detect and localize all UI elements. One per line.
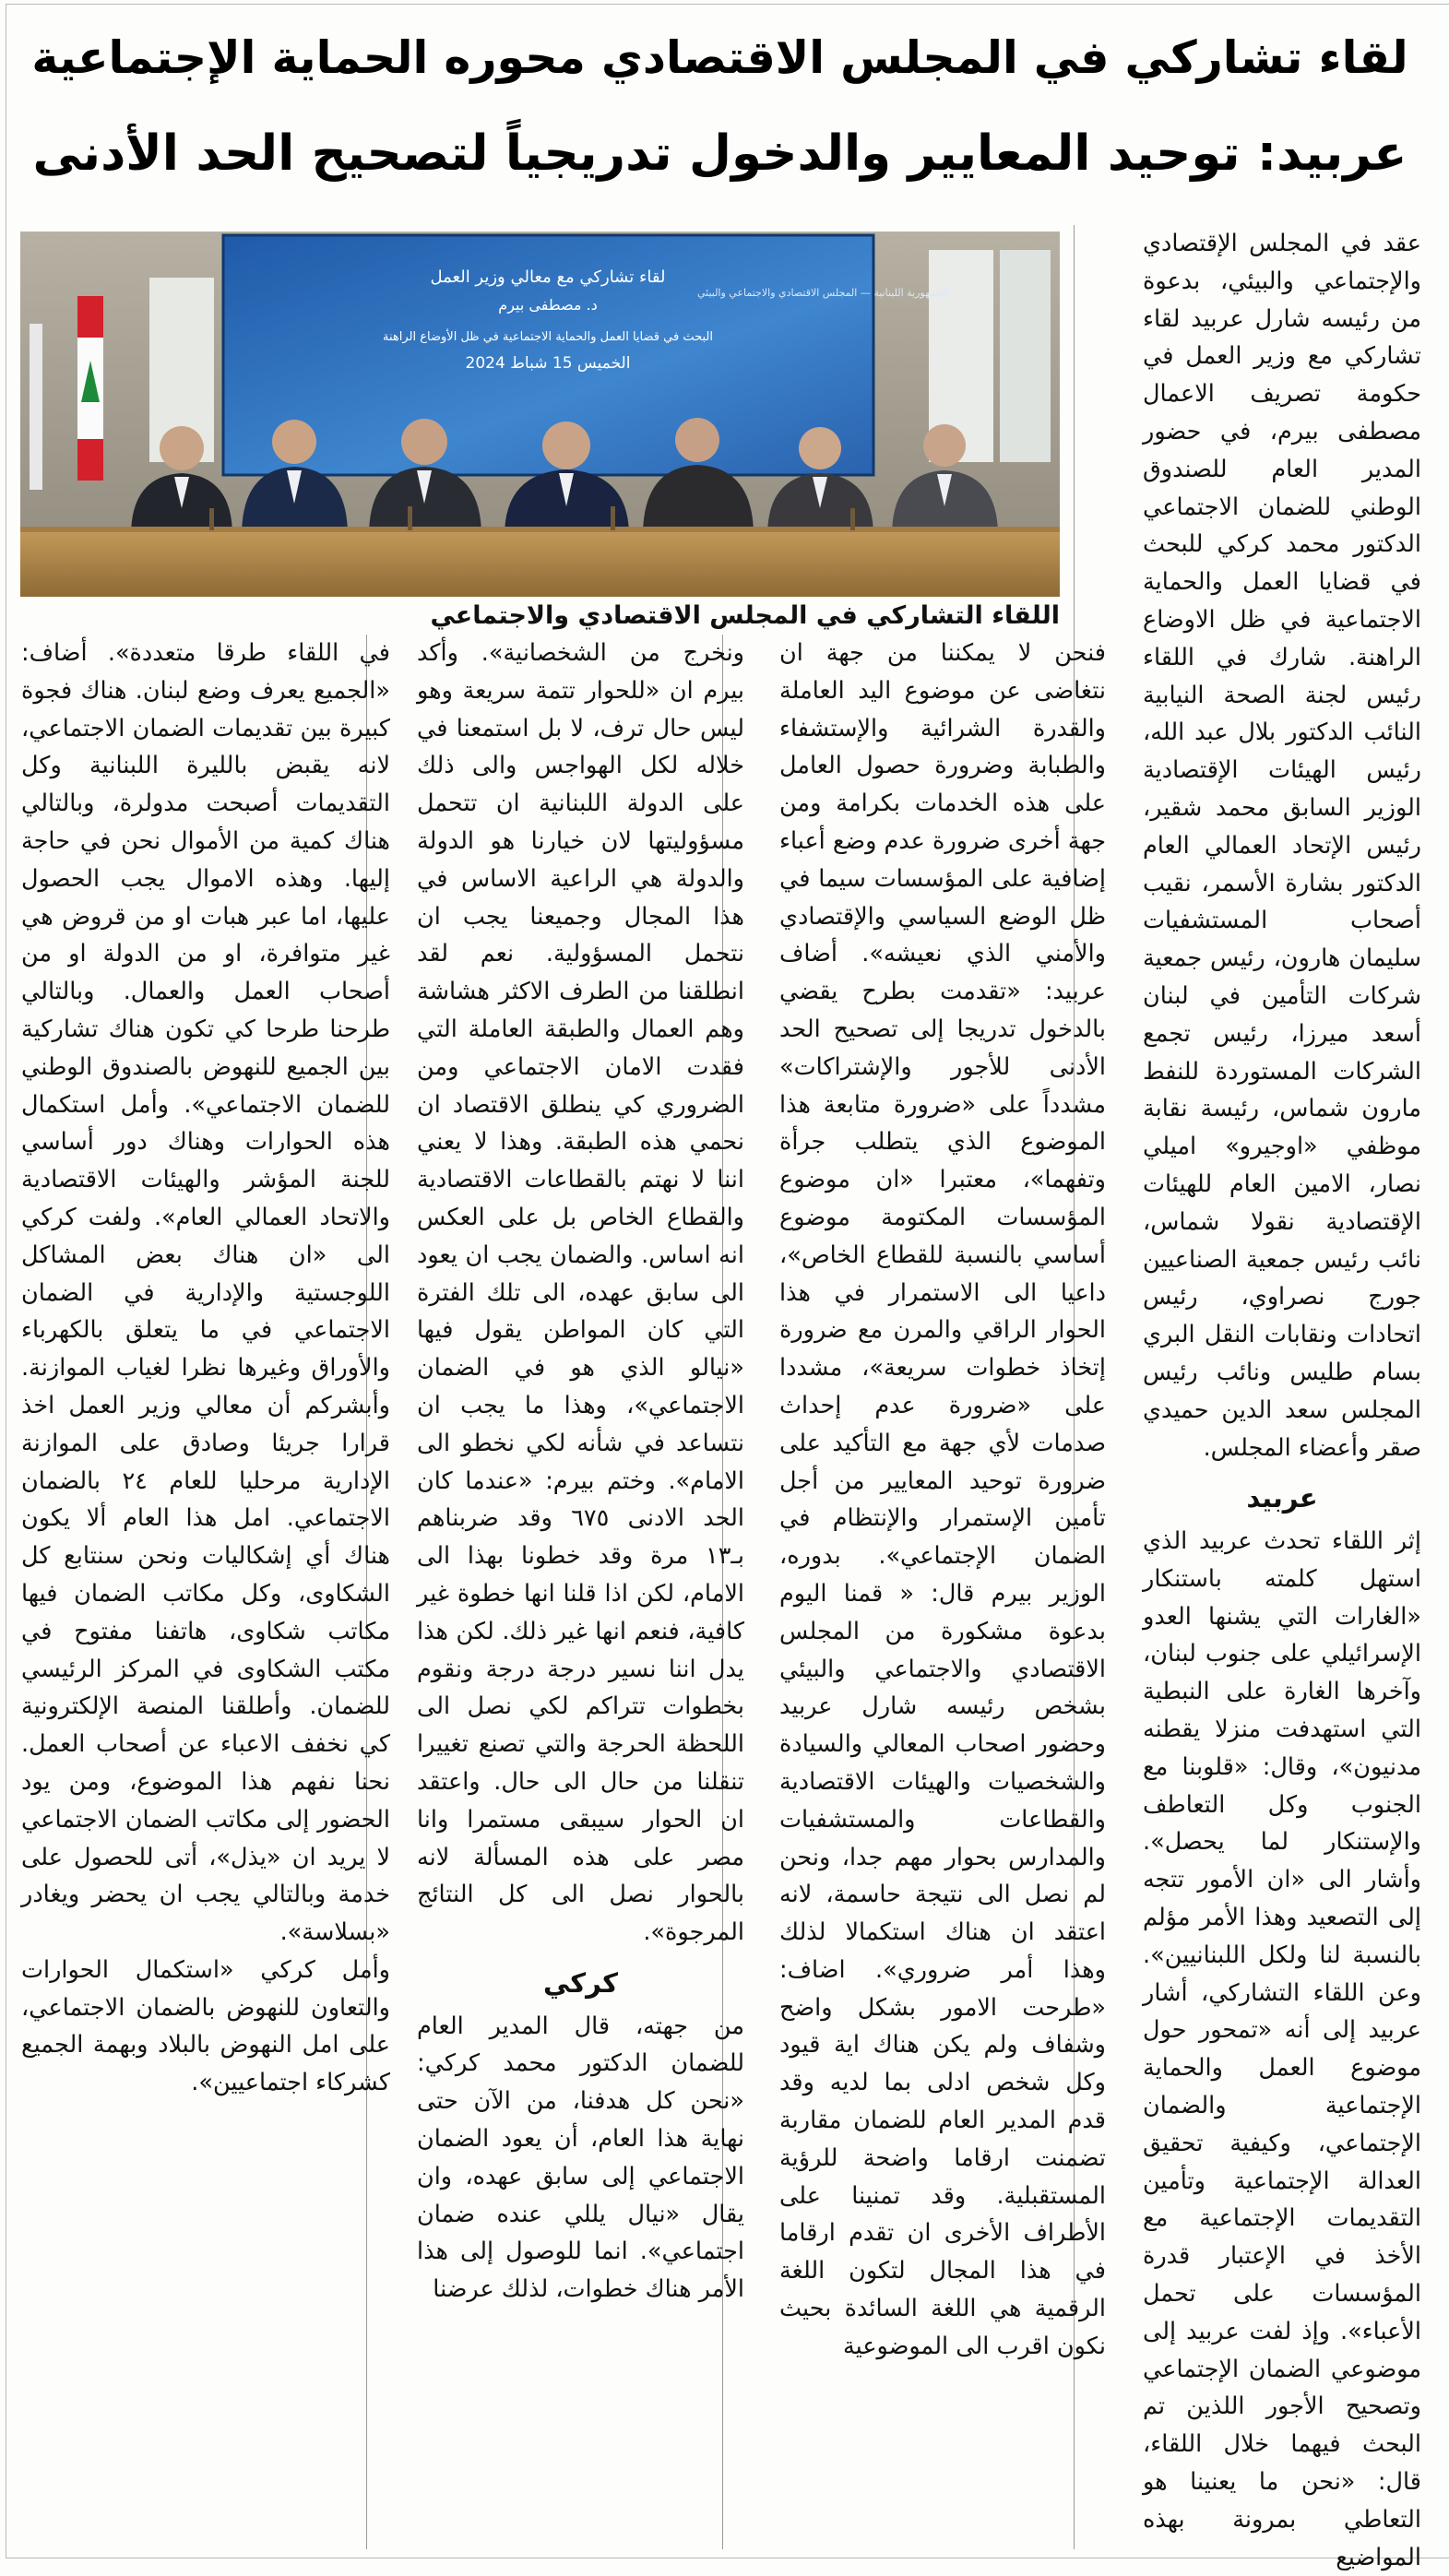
photo-caption: اللقاء التشاركي في المجلس الاقتصادي والاجتماعي [430,601,1060,630]
column-1-paragraph-2: إثر اللقاء تحدث عربيد الذي استهل كلمته باستنكار «الغارات التي يشنها العدو الإسرائيلي على جنوب لبنان، وآخرها الغارة على النبطية التي استهدفت منزلا يقطنه مدنيون»، وقال: «قلوبنا مع الجنوب وكل التعاطف والإستنكار لما يحصل». وأشار الى «ان الأمور تتجه إلى التصعيد وهذا الأمر مؤلم بالنسبة لنا ولكل اللبنانيين». وعن اللقاء التشاركي، أشار عربيد إلى أنه «تمحور حول موضوع العمل والحماية الإجتماعية والضمان الإجتماعي، وكيفية تحقيق العدالة الإجتماعية وتأمين التقديمات الإجتماعية مع الأخذ في الإعتبار قدرة المؤسسات على تحمل الأعباء». وإذ لفت عربيد إلى موضوعي الضمان الإجتماعي وتصحيح الأجور اللذين تم البحث فيهما خلال اللقاء، قال: «نحن ما يعنينا هو التعاطي بمرونة بهذه المواضيع [1143,1527,1421,2571]
column-3-paragraph-1: ونخرج من الشخصانية». وأكد بيرم ان «للحوار تتمة سريعة وهو ليس حال ترف، لا بل استمعنا في خلاله لكل الهواجس والى ذلك على الدولة اللبنانية ان تتحمل مسؤوليتها لان خيارنا هو الدولة والدولة هي الراعية الاساس في هذا المجال وجميعنا يجب ان نتحمل المسؤولية. نعم لقد انطلقنا من الطرف الاكثر هشاشة وهم العمال والطبقة العاملة التي فقدت الامان الاجتماعي ومن الضروري كي ينطلق الاقتصاد ان نحمي هذه الطبقة. وهذا لا يعني اننا لا نهتم بالقطاعات الاقتصادية والقطاع الخاص بل على العكس انه اساس. والضمان يجب ان يعود الى سابق عهده، الى تلك الفترة التي كان المواطن يقول فيها «نيالو الذي هو في الضمان الاجتماعي»، وهذا ما يجب ان نتساعد في شأنه لكي نخطو الى الامام». وختم بيرم: «عندما كان الحد الادنى ٦٧٥ وقد ضربناهم بـ١٣ مرة وقد خطونا بهذا الى الامام، لكن اذا قلنا انها خطوة غير كافية، فنعم انها غير ذلك. لكن هذا يدل اننا نسير درجة درجة ونقوم بخطوات تتراكم لكي نصل الى اللحظة الحرجة والتي تصنع تغييرا تنقلنا من حال الى حال. واعتقد ان الحوار سيبقى مستمرا وانا مصر على هذه المسألة لانه بالحوار نصل الى كل النتائج المرجوة». [417,639,744,1947]
column-3-paragraph-2: من جهته، قال المدير العام للضمان الدكتور محمد كركي: «نحن كل هدفنا، من الآن حتى نهاية هذا العام، أن يعود الضمان الاجتماعي إلى سابق عهده، وان يقال «نيال يللي عنده ضمان اجتماعي». انما للوصول إلى هذا الأمر هناك خطوات، لذلك عرضنا [417,2012,744,2304]
banner-line-2: د. مصطفى بيرم [498,296,598,314]
headline-line-2: عربيد: توحيد المعايير والدخول تدريجياً لتصحيح الحد الأدنى [32,125,1407,182]
article-column-3 [417,635,744,2549]
meeting-photo-illustration [20,231,1060,597]
column-1-paragraph-1: عقد في المجلس الإقتصادي والإجتماعي والبيئي، بدعوة من رئيسه شارل عربيد لقاء تشاركي مع وزير العمل في حكومة تصريف الاعمال مصطفى بيرم، في حضور المدير العام للصندوق الوطني للضمان الاجتماعي الدكتور محمد كركي للبحث في قضايا العمل والحماية الاجتماعية في ظل الاوضاع الراهنة. شارك في اللقاء رئيس لجنة الصحة النيابية النائب الدكتور بلال عبد الله، رئيس الهيئات الإقتصادية الوزير السابق محمد شقير، رئيس الإتحاد العمالي العام الدكتور بشارة الأسمر، نقيب أصحاب المستشفيات سليمان هارون، رئيس جمعية شركات التأمين في لبنان أسعد ميرزا، رئيس تجمع الشركات المستوردة للنفط مارون شماس، رئيسة نقابة موظفي «اوجيرو» اميلي نصار، الامين العام للهيئات الإقتصادية نقولا شماس، نائب رئيس جمعية الصناعيين جورج نصراوي، رئيس اتحادات ونقابات النقل البري بسام طليس ونائب رئيس المجلس سعد الدين حميدي صقر وأعضاء المجلس. [1143,230,1421,1462]
column-4-paragraph-1: في اللقاء طرقا متعددة». أضاف: «الجميع يعرف وضع لبنان. هناك فجوة كبيرة بين تقديمات الضمان الاجتماعي، لانه يقبض بالليرة اللبنانية وكل التقديمات أصبحت مدولرة، وبالتالي هناك كمية من الأموال نحن في حاجة إليها. وهذه الاموال يجب الحصول عليها، اما عبر هبات او من قروض هي غير متوافرة، او من الدولة او من أصحاب العمل والعمال. وبالتالي طرحنا طرحا كي تكون هناك تشاركية بين الجميع للنهوض بالصندوق الوطني للضمان الاجتماعي». وأمل استكمال هذه الحوارات وهناك دور أساسي للجنة المؤشر والهيئات الاقتصادية والاتحاد العمالي العام». ولفت كركي الى «ان هناك بعض المشاكل اللوجستية والإدارية في الضمان الاجتماعي في ما يتعلق بالكهرباء والأوراق وغيرها نظرا لغياب الموازنة. وأبشركم أن معالي وزير العمل اخذ قرارا جريئا وصادق على الموازنة الإدارية مرحليا للعام ٢٤ بالضمان الاجتماعي. امل هذا العام ألا يكون هناك أي إشكاليات ونحن سنتابع كل الشكاوى، وكل مكاتب الضمان فيها مكاتب شكاوى، هاتفنا مفتوح في مكتب الشكاوى في المركز الرئيسي للضمان. وأطلقنا المنصة الإلكترونية كي نخفف الاعباء عن أصحاب العمل. نحنا نفهم هذا الموضوع، ومن يود الحضور إلى مكاتب الضمان الاجتماعي لا يريد ان «يذل»، أتى للحصول على خدمة وبالتالي يجب ان يحضر ويغادر «بسلاسة». [21,639,390,1947]
column-2-paragraph-1: فنحن لا يمكننا من جهة ان نتغاضى عن موضوع اليد العاملة والقدرة الشرائية والإستشفاء والطبابة وضرورة حصول العامل على هذه الخدمات بكرامة ومن جهة أخرى ضرورة عدم وضع أعباء إضافية على المؤسسات سيما في ظل الوضع السياسي والإقتصادي والأمني الذي نعيشه». أضاف عربيد: «تقدمت بطرح يقضي بالدخول تدريجا إلى تصحيح الحد الأدنى للأجور والإشتراكات» مشدداً على «ضرورة متابعة هذا الموضوع الذي يتطلب جرأة وتفهما»، معتبرا «ان موضوع المؤسسات المكتومة موضوع أساسي بالنسبة للقطاع الخاص»، داعيا الى الاستمرار في هذا الحوار الراقي والمرن مع ضرورة إتخاذ خطوات سريعة»، مشددا على «ضرورة عدم إحداث صدمات لأي جهة مع التأكيد على ضرورة توحيد المعايير من أجل تأمين الإستمرار والإنتظام في الضمان الإجتماعي». بدوره، الوزير بيرم قال: « قمنا اليوم بدعوة مشكورة من المجلس الاقتصادي والاجتماعي والبيئي بشخص رئيسه شارل عربيد وحضور اصحاب المعالي والسيادة والشخصيات والهيئات الاقتصادية والقطاعات والمستشفيات والمدارس بحوار مهم جدا، ونحن لم نصل الى نتيجة حاسمة، لانه اعتقد ان هناك استكمالا لذلك وهذا أمر ضروري». اضاف: «طرحت الامور بشكل واضح وشفاف ولم يكن هناك اية قيود وكل شخص ادلى بما لديه وقد قدم المدير العام للضمان مقاربة تضمنت ارقاما واضحة للرؤية المستقبلية. وقد تمنينا على الأطراف الأخرى ان تقدم ارقاما في هذا المجال لتكون اللغة الرقمية هي اللغة السائدة بحيث نكون اقرب الى الموضوعية [779,639,1106,2360]
banner-org: الجمهورية اللبنانية — المجلس الاقتصادي والاجتماعي والبيئي [696,287,949,299]
subheading-arbid: عربيد [1246,1482,1318,1514]
subheading-karaki: كركي [542,1966,619,1999]
article-column-1 [1143,225,1421,2571]
article-column-4 [21,635,390,2549]
headline-line-1: لقاء تشاركي في المجلس الاقتصادي محوره الحماية الإجتماعية [31,31,1408,84]
article-photo [20,231,1060,597]
column-4-paragraph-2: وأمل كركي «استكمال الحوارات والتعاون للنهوض بالضمان الاجتماعي، على امل النهوض بالبلاد وبهمة الجميع كشركاء اجتماعيين». [21,1955,390,2097]
article-column-2 [779,635,1106,2549]
banner-date: الخميس 15 شباط 2024 [465,354,631,373]
banner-line-1: لقاء تشاركي مع معالي وزير العمل [430,267,666,287]
banner-line-3: البحث في قضايا العمل والحماية الاجتماعية في ظل الأوضاع الراهنة [383,330,713,344]
